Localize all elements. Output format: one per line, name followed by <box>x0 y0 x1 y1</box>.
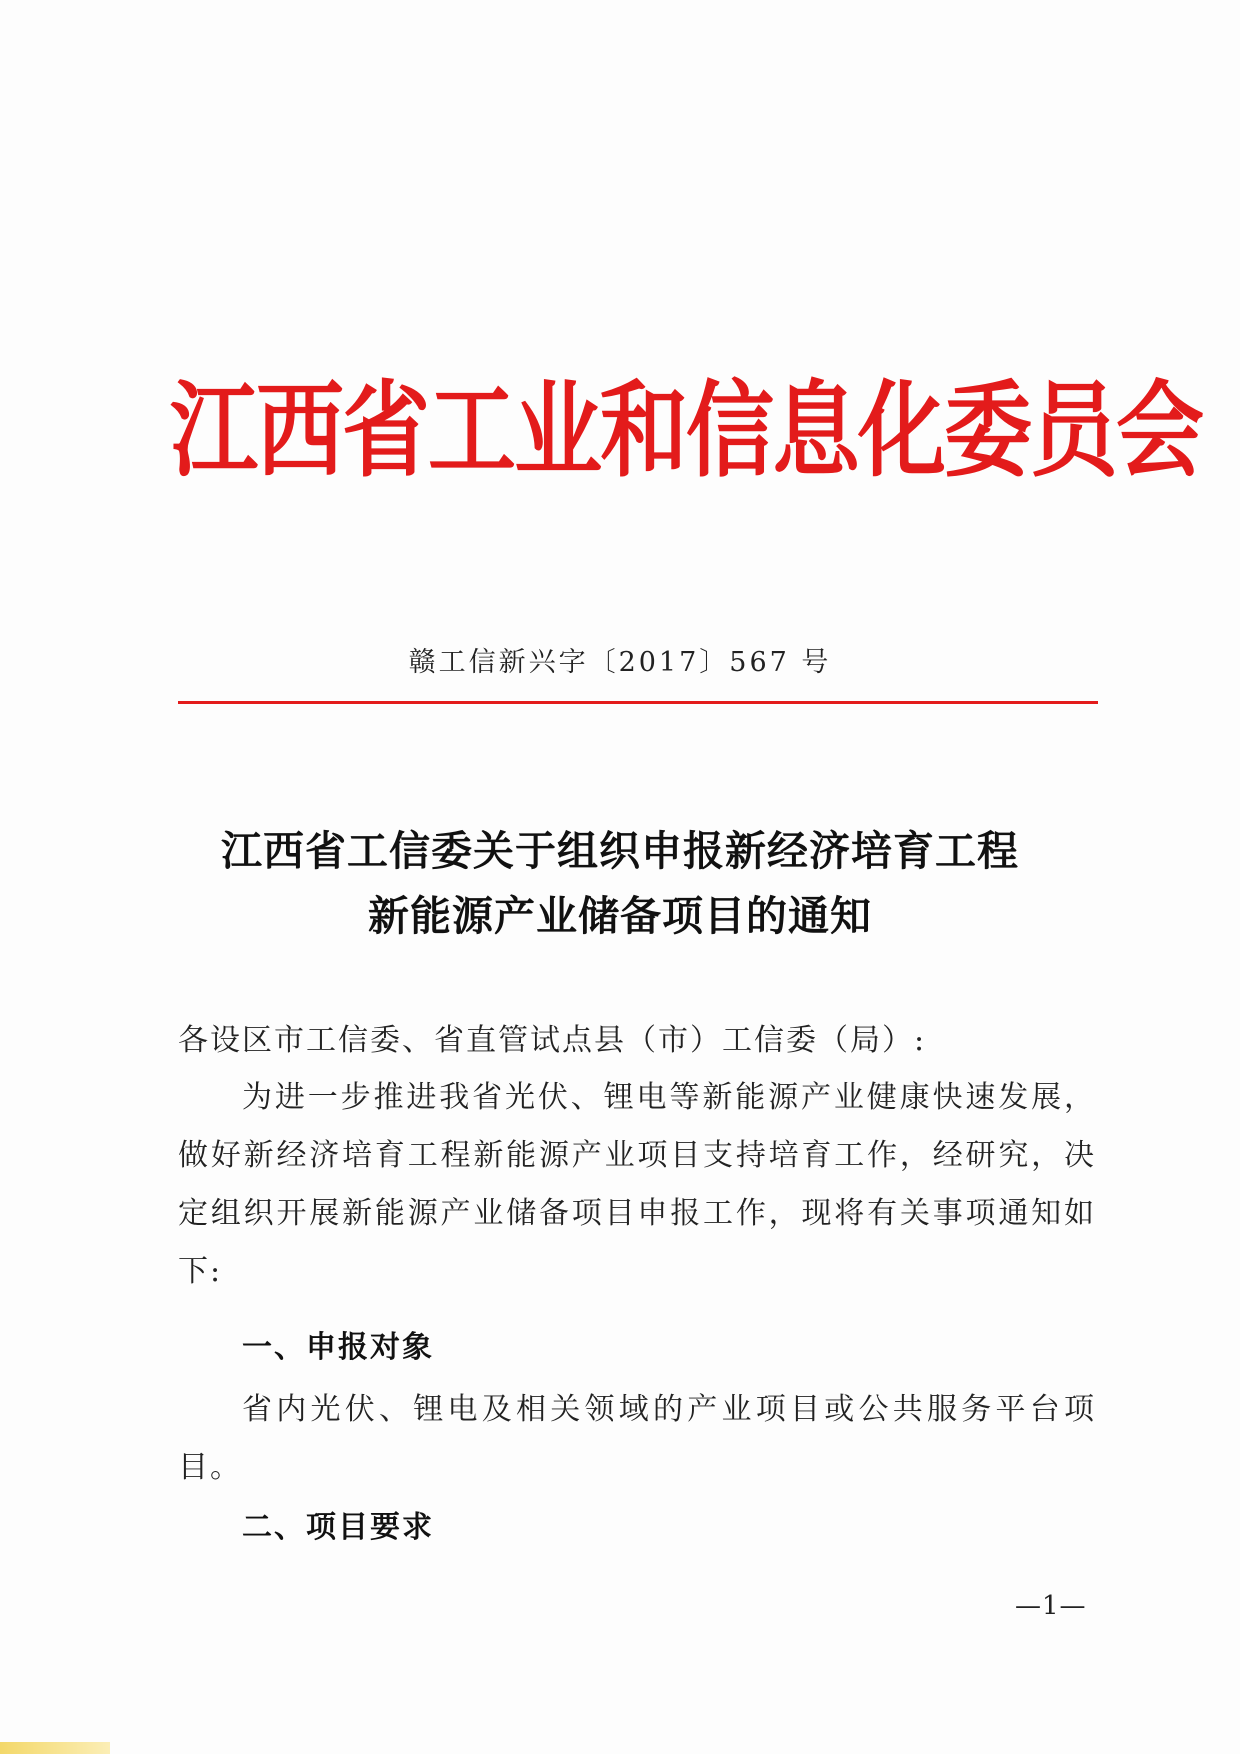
issuing-organization-header: 江西省工业和信息化委员会 <box>170 368 1203 492</box>
scan-corner-mark <box>0 1742 110 1754</box>
document-number: 赣工信新兴字〔2017〕567 号 <box>408 647 832 678</box>
red-separator-line <box>178 701 1098 704</box>
body-paragraph-applicants: 省内光伏、锂电及相关领域的产业项目或公共服务平台项目。 <box>178 1392 1096 1485</box>
salutation: 各设区市工信委、省直管试点县（市）工信委（局）: <box>178 1023 927 1058</box>
body-paragraph-intro: 为进一步推进我省光伏、锂电等新能源产业健康快速发展，做好新经济培育工程新能源产业项目支持培育工作，经研究，决定组织开展新能源产业储备项目申报工作，现将有关事项通知如下: <box>178 1080 1096 1289</box>
document-title-line-1: 江西省工信委关于组织申报新经济培育工程 <box>221 827 1019 875</box>
section-heading-requirements: 二、项目要求 <box>242 1510 434 1545</box>
document-title-line-2: 新能源产业储备项目的通知 <box>368 892 872 940</box>
section-heading-applicants: 一、申报对象 <box>242 1330 434 1365</box>
page-number: —1— <box>1015 1591 1087 1621</box>
